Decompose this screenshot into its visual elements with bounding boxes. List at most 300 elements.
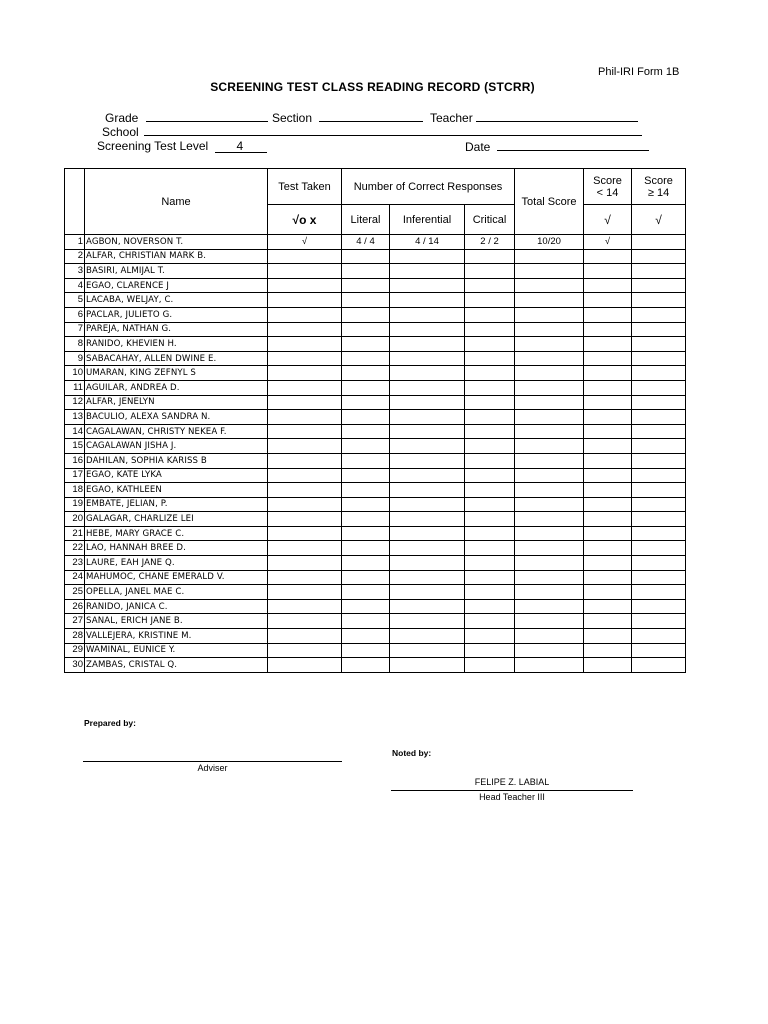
table-row bbox=[65, 497, 686, 512]
total-score-cell[interactable] bbox=[515, 337, 584, 352]
inferential-cell[interactable] bbox=[390, 439, 465, 454]
test-taken-cell[interactable] bbox=[268, 541, 342, 556]
row-number: 30 bbox=[65, 658, 85, 673]
test-taken-cell[interactable] bbox=[268, 526, 342, 541]
score-lt-cell[interactable] bbox=[584, 614, 632, 629]
literal-cell[interactable] bbox=[342, 614, 390, 629]
score-ge-cell[interactable] bbox=[632, 468, 686, 483]
critical-cell[interactable] bbox=[465, 570, 515, 585]
student-name: EGAO, KATHLEEN bbox=[85, 483, 268, 498]
student-name: PACLAR, JULIETO G. bbox=[85, 307, 268, 322]
literal-cell[interactable] bbox=[342, 322, 390, 337]
header-critical: Critical bbox=[465, 205, 515, 235]
total-score-cell[interactable]: 10/20 bbox=[515, 235, 584, 250]
inferential-cell[interactable] bbox=[390, 307, 465, 322]
inferential-cell[interactable] bbox=[390, 468, 465, 483]
date-blank[interactable] bbox=[497, 139, 649, 151]
teacher-field bbox=[430, 110, 638, 125]
inferential-cell[interactable] bbox=[390, 599, 465, 614]
score-ge-cell[interactable] bbox=[632, 614, 686, 629]
literal-cell[interactable] bbox=[342, 599, 390, 614]
literal-cell[interactable] bbox=[342, 497, 390, 512]
student-name: EGAO, KATE LYKA bbox=[85, 468, 268, 483]
score-ge-cell[interactable] bbox=[632, 424, 686, 439]
student-name: PAREJA, NATHAN G. bbox=[85, 322, 268, 337]
table-row bbox=[65, 380, 686, 395]
literal-cell[interactable] bbox=[342, 395, 390, 410]
literal-cell[interactable] bbox=[342, 278, 390, 293]
level-label: Screening Test Level bbox=[97, 139, 209, 153]
score-ge-cell[interactable] bbox=[632, 293, 686, 308]
score-lt-cell[interactable] bbox=[584, 483, 632, 498]
score-lt-cell[interactable] bbox=[584, 629, 632, 644]
critical-cell[interactable] bbox=[465, 468, 515, 483]
table-row bbox=[65, 599, 686, 614]
test-taken-cell[interactable] bbox=[268, 614, 342, 629]
table-row bbox=[65, 439, 686, 454]
score-ge-cell[interactable] bbox=[632, 380, 686, 395]
test-taken-cell[interactable] bbox=[268, 410, 342, 425]
score-lt-cell[interactable] bbox=[584, 468, 632, 483]
literal-cell[interactable] bbox=[342, 351, 390, 366]
inferential-cell[interactable] bbox=[390, 541, 465, 556]
literal-cell[interactable] bbox=[342, 468, 390, 483]
student-name: LACABA, WELJAY, C. bbox=[85, 293, 268, 308]
total-score-cell[interactable] bbox=[515, 526, 584, 541]
row-number: 6 bbox=[65, 307, 85, 322]
adviser-label: Adviser bbox=[197, 763, 228, 773]
student-name: SANAL, ERICH JANE B. bbox=[85, 614, 268, 629]
test-taken-cell[interactable] bbox=[268, 293, 342, 308]
critical-cell[interactable] bbox=[465, 380, 515, 395]
header-total-score: Total Score bbox=[515, 169, 584, 235]
total-score-cell[interactable] bbox=[515, 599, 584, 614]
critical-cell[interactable] bbox=[465, 293, 515, 308]
score-ge-cell[interactable] bbox=[632, 526, 686, 541]
critical-cell[interactable] bbox=[465, 512, 515, 527]
table-row bbox=[65, 643, 686, 658]
score-lt-cell[interactable] bbox=[584, 439, 632, 454]
score-ge-cell[interactable] bbox=[632, 337, 686, 352]
table-row bbox=[65, 453, 686, 468]
test-taken-cell[interactable] bbox=[268, 307, 342, 322]
test-taken-cell[interactable] bbox=[268, 512, 342, 527]
table-row bbox=[65, 264, 686, 279]
row-number: 8 bbox=[65, 337, 85, 352]
table-row bbox=[65, 351, 686, 366]
table-row bbox=[65, 512, 686, 527]
inferential-cell[interactable] bbox=[390, 453, 465, 468]
critical-cell[interactable] bbox=[465, 541, 515, 556]
student-name: CAGALAWAN, CHRISTY NEKEA F. bbox=[85, 424, 268, 439]
literal-cell[interactable] bbox=[342, 293, 390, 308]
test-taken-cell[interactable] bbox=[268, 249, 342, 264]
score-lt-cell[interactable] bbox=[584, 570, 632, 585]
total-score-cell[interactable] bbox=[515, 585, 584, 600]
score-ge-cell[interactable] bbox=[632, 453, 686, 468]
total-score-cell[interactable] bbox=[515, 322, 584, 337]
inferential-cell[interactable] bbox=[390, 395, 465, 410]
total-score-cell[interactable] bbox=[515, 453, 584, 468]
score-ge-cell[interactable] bbox=[632, 264, 686, 279]
critical-cell[interactable] bbox=[465, 629, 515, 644]
total-score-cell[interactable] bbox=[515, 410, 584, 425]
student-name: ALFAR, CHRISTIAN MARK B. bbox=[85, 249, 268, 264]
critical-cell[interactable] bbox=[465, 497, 515, 512]
inferential-cell[interactable] bbox=[390, 278, 465, 293]
critical-cell[interactable] bbox=[465, 278, 515, 293]
table-row bbox=[65, 235, 686, 250]
header-score-ge: Score ≥ 14 bbox=[632, 169, 686, 205]
total-score-cell[interactable] bbox=[515, 512, 584, 527]
table-row bbox=[65, 629, 686, 644]
score-lt-cell[interactable] bbox=[584, 658, 632, 673]
student-name: ZAMBAS, CRISTAL Q. bbox=[85, 658, 268, 673]
row-number: 26 bbox=[65, 599, 85, 614]
inferential-cell[interactable] bbox=[390, 366, 465, 381]
critical-cell[interactable] bbox=[465, 337, 515, 352]
student-name: ALFAR, JENELYN bbox=[85, 395, 268, 410]
total-score-cell[interactable] bbox=[515, 614, 584, 629]
test-taken-cell[interactable] bbox=[268, 453, 342, 468]
school-field bbox=[102, 124, 642, 139]
literal-cell[interactable] bbox=[342, 585, 390, 600]
inferential-cell[interactable] bbox=[390, 337, 465, 352]
literal-cell[interactable] bbox=[342, 541, 390, 556]
total-score-cell[interactable] bbox=[515, 351, 584, 366]
score-ge-cell[interactable] bbox=[632, 307, 686, 322]
student-name: CAGALAWAN JISHA J. bbox=[85, 439, 268, 454]
inferential-cell[interactable] bbox=[390, 497, 465, 512]
inferential-cell[interactable] bbox=[390, 629, 465, 644]
table-row bbox=[65, 658, 686, 673]
table-row bbox=[65, 322, 686, 337]
score-lt-cell[interactable] bbox=[584, 322, 632, 337]
test-taken-cell[interactable] bbox=[268, 556, 342, 571]
test-taken-cell[interactable] bbox=[268, 380, 342, 395]
student-name: VALLEJERA, KRISTINE M. bbox=[85, 629, 268, 644]
test-taken-cell[interactable] bbox=[268, 278, 342, 293]
inferential-cell[interactable] bbox=[390, 526, 465, 541]
test-taken-cell[interactable] bbox=[268, 439, 342, 454]
header-inferential: Inferential bbox=[390, 205, 465, 235]
header-score-lt: Score < 14 bbox=[584, 169, 632, 205]
critical-cell[interactable] bbox=[465, 307, 515, 322]
score-lt-cell[interactable] bbox=[584, 264, 632, 279]
literal-cell[interactable] bbox=[342, 512, 390, 527]
adviser-signature-line[interactable] bbox=[83, 761, 342, 762]
header-num bbox=[65, 169, 85, 235]
test-taken-cell[interactable] bbox=[268, 264, 342, 279]
row-number: 1 bbox=[65, 235, 85, 250]
inferential-cell[interactable] bbox=[390, 264, 465, 279]
inferential-cell[interactable] bbox=[390, 249, 465, 264]
table-row bbox=[65, 249, 686, 264]
student-name: RANIDO, KHEVIEN H. bbox=[85, 337, 268, 352]
critical-cell[interactable]: 2 / 2 bbox=[465, 235, 515, 250]
inferential-cell[interactable] bbox=[390, 512, 465, 527]
total-score-cell[interactable] bbox=[515, 439, 584, 454]
score-lt-cell[interactable] bbox=[584, 410, 632, 425]
critical-cell[interactable] bbox=[465, 439, 515, 454]
score-lt-cell[interactable] bbox=[584, 337, 632, 352]
header-check-lt: √ bbox=[584, 205, 632, 235]
table-row bbox=[65, 468, 686, 483]
table-row bbox=[65, 366, 686, 381]
row-number: 7 bbox=[65, 322, 85, 337]
score-ge-cell[interactable] bbox=[632, 439, 686, 454]
level-field bbox=[97, 139, 267, 153]
table-row bbox=[65, 483, 686, 498]
critical-cell[interactable] bbox=[465, 264, 515, 279]
literal-cell[interactable] bbox=[342, 556, 390, 571]
critical-cell[interactable] bbox=[465, 526, 515, 541]
total-score-cell[interactable] bbox=[515, 643, 584, 658]
inferential-cell[interactable] bbox=[390, 585, 465, 600]
header-correct-responses: Number of Correct Responses bbox=[342, 169, 515, 205]
score-ge-cell[interactable] bbox=[632, 658, 686, 673]
score-lt-cell[interactable] bbox=[584, 526, 632, 541]
test-taken-cell[interactable] bbox=[268, 468, 342, 483]
test-taken-cell[interactable] bbox=[268, 497, 342, 512]
row-number: 27 bbox=[65, 614, 85, 629]
literal-cell[interactable] bbox=[342, 424, 390, 439]
literal-cell[interactable] bbox=[342, 380, 390, 395]
total-score-cell[interactable] bbox=[515, 556, 584, 571]
critical-cell[interactable] bbox=[465, 658, 515, 673]
student-name: EGAO, CLARENCE J bbox=[85, 278, 268, 293]
score-lt-cell[interactable] bbox=[584, 497, 632, 512]
row-number: 19 bbox=[65, 497, 85, 512]
score-ge-cell[interactable] bbox=[632, 497, 686, 512]
score-lt-cell[interactable] bbox=[584, 366, 632, 381]
test-taken-cell[interactable] bbox=[268, 424, 342, 439]
score-ge-cell[interactable] bbox=[632, 629, 686, 644]
literal-cell[interactable] bbox=[342, 453, 390, 468]
literal-cell[interactable] bbox=[342, 483, 390, 498]
student-name: SABACAHAY, ALLEN DWINE E. bbox=[85, 351, 268, 366]
total-score-cell[interactable] bbox=[515, 497, 584, 512]
score-ge-cell[interactable] bbox=[632, 643, 686, 658]
score-lt-cell[interactable] bbox=[584, 556, 632, 571]
test-taken-cell[interactable] bbox=[268, 629, 342, 644]
critical-cell[interactable] bbox=[465, 585, 515, 600]
test-taken-cell[interactable] bbox=[268, 599, 342, 614]
total-score-cell[interactable] bbox=[515, 395, 584, 410]
literal-cell[interactable] bbox=[342, 526, 390, 541]
score-lt-cell[interactable] bbox=[584, 541, 632, 556]
inferential-cell[interactable]: 4 / 14 bbox=[390, 235, 465, 250]
critical-cell[interactable] bbox=[465, 249, 515, 264]
test-taken-cell[interactable] bbox=[268, 366, 342, 381]
literal-cell[interactable] bbox=[342, 643, 390, 658]
table-row bbox=[65, 541, 686, 556]
row-number: 25 bbox=[65, 585, 85, 600]
school-blank[interactable] bbox=[144, 124, 642, 136]
grade-field bbox=[105, 110, 268, 125]
inferential-cell[interactable] bbox=[390, 658, 465, 673]
literal-cell[interactable] bbox=[342, 629, 390, 644]
teacher-blank[interactable] bbox=[476, 110, 638, 122]
inferential-cell[interactable] bbox=[390, 483, 465, 498]
literal-cell[interactable]: 4 / 4 bbox=[342, 235, 390, 250]
test-taken-cell[interactable] bbox=[268, 643, 342, 658]
total-score-cell[interactable] bbox=[515, 468, 584, 483]
critical-cell[interactable] bbox=[465, 351, 515, 366]
test-taken-cell[interactable] bbox=[268, 337, 342, 352]
critical-cell[interactable] bbox=[465, 322, 515, 337]
row-number: 13 bbox=[65, 410, 85, 425]
score-lt-cell[interactable] bbox=[584, 351, 632, 366]
score-lt-cell[interactable] bbox=[584, 395, 632, 410]
literal-cell[interactable] bbox=[342, 264, 390, 279]
head-teacher-name: FELIPE Z. LABIAL bbox=[474, 777, 550, 787]
student-name: AGUILAR, ANDREA D. bbox=[85, 380, 268, 395]
score-ge-cell[interactable] bbox=[632, 556, 686, 571]
level-value[interactable]: 4 bbox=[215, 140, 268, 153]
critical-cell[interactable] bbox=[465, 614, 515, 629]
score-lt-cell[interactable] bbox=[584, 512, 632, 527]
total-score-cell[interactable] bbox=[515, 264, 584, 279]
critical-cell[interactable] bbox=[465, 366, 515, 381]
total-score-cell[interactable] bbox=[515, 380, 584, 395]
total-score-cell[interactable] bbox=[515, 293, 584, 308]
total-score-cell[interactable] bbox=[515, 570, 584, 585]
total-score-cell[interactable] bbox=[515, 483, 584, 498]
score-ge-cell[interactable] bbox=[632, 322, 686, 337]
score-ge-cell[interactable] bbox=[632, 410, 686, 425]
section-blank[interactable] bbox=[319, 110, 423, 122]
head-teacher-signature-line[interactable] bbox=[391, 790, 633, 791]
row-number: 15 bbox=[65, 439, 85, 454]
inferential-cell[interactable] bbox=[390, 351, 465, 366]
table-row bbox=[65, 614, 686, 629]
inferential-cell[interactable] bbox=[390, 424, 465, 439]
inferential-cell[interactable] bbox=[390, 614, 465, 629]
inferential-cell[interactable] bbox=[390, 570, 465, 585]
total-score-cell[interactable] bbox=[515, 278, 584, 293]
score-lt-cell[interactable] bbox=[584, 643, 632, 658]
critical-cell[interactable] bbox=[465, 599, 515, 614]
score-lt-cell[interactable] bbox=[584, 307, 632, 322]
inferential-cell[interactable] bbox=[390, 643, 465, 658]
score-lt-cell[interactable] bbox=[584, 380, 632, 395]
table-row bbox=[65, 307, 686, 322]
score-ge-cell[interactable] bbox=[632, 351, 686, 366]
literal-cell[interactable] bbox=[342, 410, 390, 425]
total-score-cell[interactable] bbox=[515, 249, 584, 264]
literal-cell[interactable] bbox=[342, 439, 390, 454]
score-lt-cell[interactable] bbox=[584, 585, 632, 600]
critical-cell[interactable] bbox=[465, 424, 515, 439]
literal-cell[interactable] bbox=[342, 307, 390, 322]
score-lt-cell[interactable] bbox=[584, 424, 632, 439]
literal-cell[interactable] bbox=[342, 337, 390, 352]
score-ge-cell[interactable] bbox=[632, 512, 686, 527]
student-name: OPELLA, JANEL MAE C. bbox=[85, 585, 268, 600]
section-field bbox=[272, 110, 423, 125]
inferential-cell[interactable] bbox=[390, 380, 465, 395]
table-row bbox=[65, 410, 686, 425]
date-field bbox=[465, 139, 649, 154]
inferential-cell[interactable] bbox=[390, 322, 465, 337]
score-lt-cell[interactable] bbox=[584, 249, 632, 264]
test-taken-cell[interactable] bbox=[268, 658, 342, 673]
total-score-cell[interactable] bbox=[515, 307, 584, 322]
score-ge-cell[interactable] bbox=[632, 235, 686, 250]
form-id: Phil-IRI Form 1B bbox=[598, 66, 680, 78]
score-ge-cell[interactable] bbox=[632, 541, 686, 556]
student-name: BASIRI, ALMIJAL T. bbox=[85, 264, 268, 279]
total-score-cell[interactable] bbox=[515, 658, 584, 673]
row-number: 24 bbox=[65, 570, 85, 585]
score-ge-cell[interactable] bbox=[632, 395, 686, 410]
literal-cell[interactable] bbox=[342, 249, 390, 264]
test-taken-cell[interactable] bbox=[268, 585, 342, 600]
inferential-cell[interactable] bbox=[390, 410, 465, 425]
student-name: DAHILAN, SOPHIA KARISS B bbox=[85, 453, 268, 468]
score-ge-cell[interactable] bbox=[632, 570, 686, 585]
inferential-cell[interactable] bbox=[390, 556, 465, 571]
critical-cell[interactable] bbox=[465, 410, 515, 425]
grade-blank[interactable] bbox=[146, 110, 268, 122]
score-lt-cell[interactable] bbox=[584, 599, 632, 614]
score-ge-cell[interactable] bbox=[632, 483, 686, 498]
row-number: 18 bbox=[65, 483, 85, 498]
score-ge-cell[interactable] bbox=[632, 278, 686, 293]
prepared-by-label: Prepared by: bbox=[84, 718, 136, 728]
critical-cell[interactable] bbox=[465, 453, 515, 468]
score-lt-cell[interactable] bbox=[584, 453, 632, 468]
test-taken-cell[interactable]: √ bbox=[268, 235, 342, 250]
reading-record-table bbox=[64, 168, 686, 673]
row-number: 29 bbox=[65, 643, 85, 658]
table-row bbox=[65, 424, 686, 439]
literal-cell[interactable] bbox=[342, 570, 390, 585]
student-name: UMARAN, KING ZEFNYL S bbox=[85, 366, 268, 381]
total-score-cell[interactable] bbox=[515, 366, 584, 381]
table-row bbox=[65, 395, 686, 410]
literal-cell[interactable] bbox=[342, 366, 390, 381]
table-row bbox=[65, 556, 686, 571]
score-lt-cell[interactable] bbox=[584, 293, 632, 308]
score-ge-cell[interactable] bbox=[632, 366, 686, 381]
critical-cell[interactable] bbox=[465, 556, 515, 571]
head-teacher-title: Head Teacher III bbox=[479, 792, 545, 802]
test-taken-cell[interactable] bbox=[268, 483, 342, 498]
score-lt-cell[interactable] bbox=[584, 278, 632, 293]
page-title: SCREENING TEST CLASS READING RECORD (STCRR) bbox=[210, 80, 535, 94]
score-ge-cell[interactable] bbox=[632, 585, 686, 600]
table-row bbox=[65, 526, 686, 541]
literal-cell[interactable] bbox=[342, 658, 390, 673]
score-ge-cell[interactable] bbox=[632, 249, 686, 264]
test-taken-cell[interactable] bbox=[268, 570, 342, 585]
total-score-cell[interactable] bbox=[515, 424, 584, 439]
score-lt-cell[interactable]: √ bbox=[584, 235, 632, 250]
score-ge-cell[interactable] bbox=[632, 599, 686, 614]
test-taken-cell[interactable] bbox=[268, 322, 342, 337]
inferential-cell[interactable] bbox=[390, 293, 465, 308]
section-label: Section bbox=[272, 111, 313, 125]
critical-cell[interactable] bbox=[465, 483, 515, 498]
total-score-cell[interactable] bbox=[515, 541, 584, 556]
total-score-cell[interactable] bbox=[515, 629, 584, 644]
test-taken-cell[interactable] bbox=[268, 351, 342, 366]
critical-cell[interactable] bbox=[465, 643, 515, 658]
test-taken-cell[interactable] bbox=[268, 395, 342, 410]
critical-cell[interactable] bbox=[465, 395, 515, 410]
